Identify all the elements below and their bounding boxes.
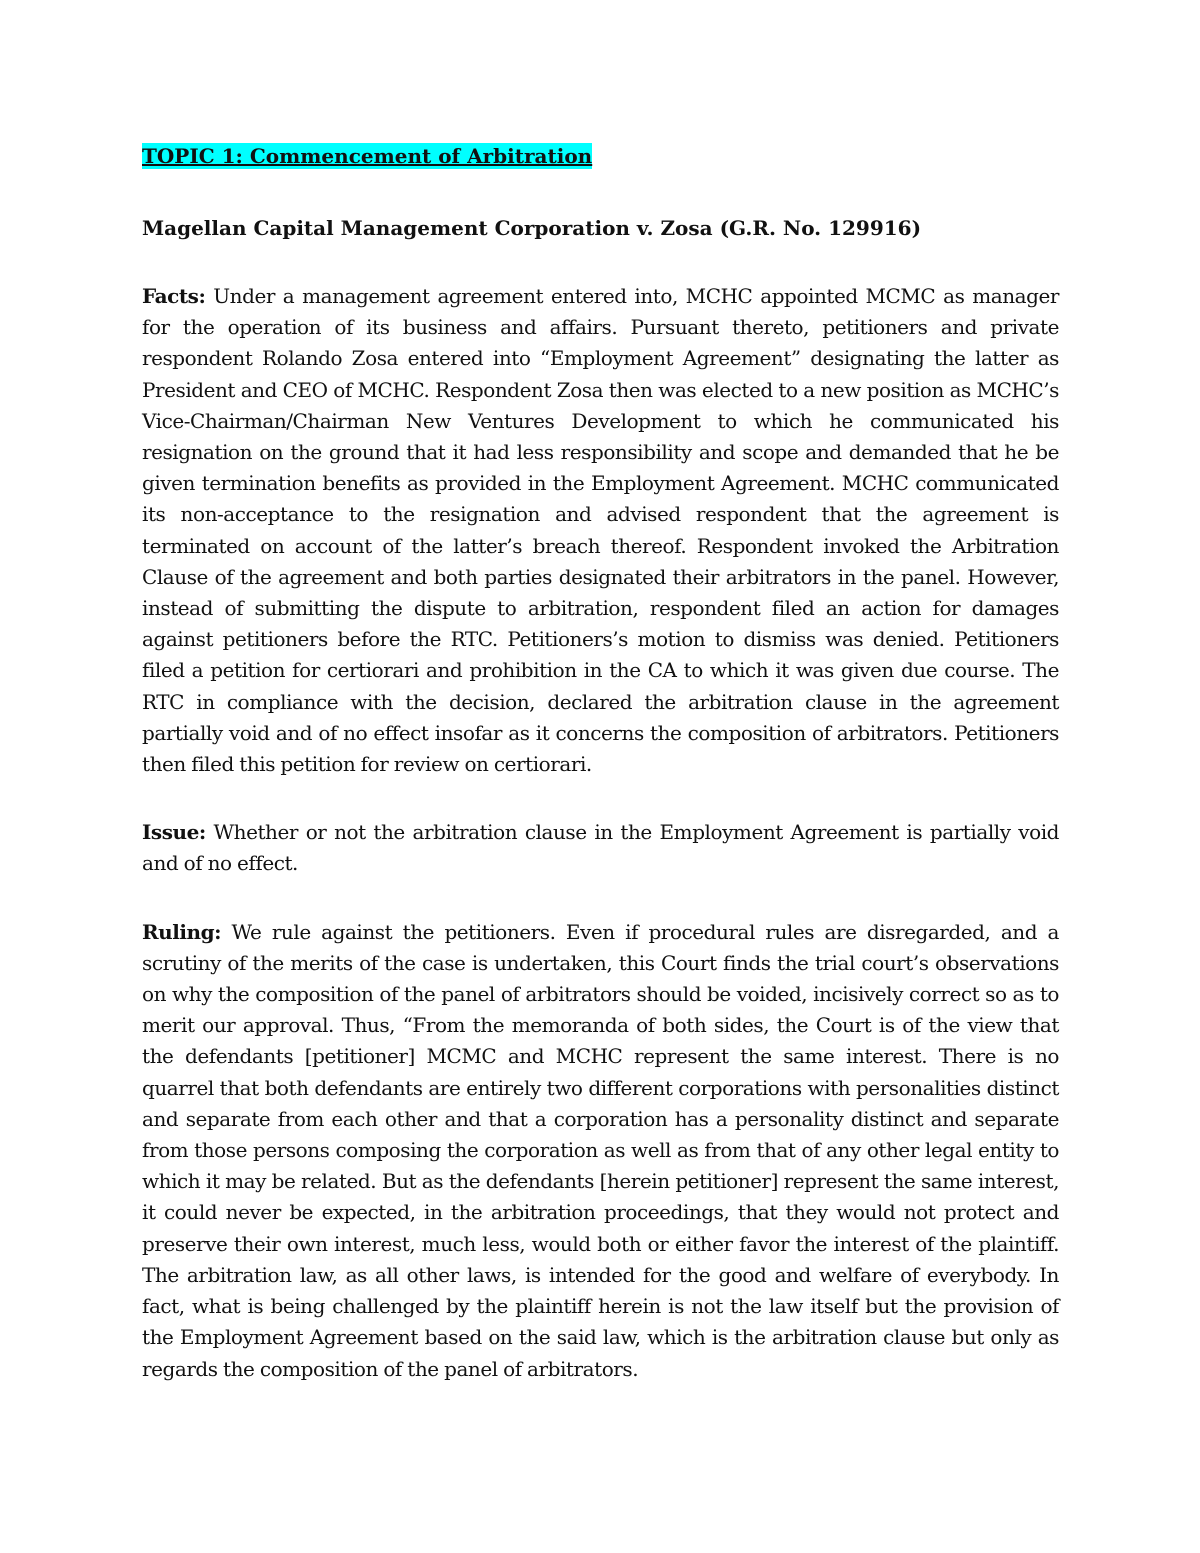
topic-heading-text: TOPIC 1: Commencement of Arbitration xyxy=(142,144,593,168)
ruling-paragraph xyxy=(142,917,1059,1385)
facts-text: Under a management agreement entered into, MCHC appointed MCMC as manager for the operation of its business and affairs. Pursuant thereto, petitioners and private respondent Rolando Zosa entered into “Employment Agreement” designating the latter as President and CEO of MCHC. Respondent Zosa then was elected to a new position as MCHC’s Vice-Chairman/Chairman New Ventures Development to which he communicated his resignation on the ground that it had less responsibility and scope and demanded that he be given termination benefits as provided in the Employment Agreement. MCHC communicated its non-acceptance to the resignation and advised respondent that the agreement is terminated on account of the latter’s breach thereof. Respondent invoked the Arbitration Clause of the agreement and both parties designated their arbitrators in the panel. However, instead of submitting the dispute to arbitration, respondent filed an action for damages against petitioners before the RTC. Petitioners’s motion to dismiss was denied. Petitioners filed a petition for certiorari and prohibition in the CA to which it was given due course. The RTC in compliance with the decision, declared the arbitration clause in the agreement partially void and of no effect insofar as it concerns the composition of arbitrators. Petitioners then filed this petition for review on certiorari. xyxy=(142,284,1059,777)
issue-label: Issue: xyxy=(142,820,206,845)
ruling-text: We rule against the petitioners. Even if procedural rules are disregarded, and a scrutiny of the merits of the case is undertaken, this Court finds the trial court’s observations on why the composition of the panel of arbitrators should be voided, incisively correct so as to merit our approval. Thus, “From the memoranda of both sides, the Court is of the view that the defendants [petitioner] MCMC and MCHC represent the same interest. There is no quarrel that both defendants are entirely two different corporations with personalities distinct and separate from each other and that a corporation has a personality distinct and separate from those persons composing the corporation as well as from that of any other legal entity to which it may be related. But as the defendants [herein petitioner] represent the same interest, it could never be expected, in the arbitration proceedings, that they would not protect and preserve their own interest, much less, would both or either favor the interest of the plaintiff. The arbitration law, as all other laws, is intended for the good and welfare of everybody. In fact, what is being challenged by the plaintiff herein is not the law itself but the provision of the Employment Agreement based on the said law, which is the arbitration clause but only as regards the composition of the panel of arbitrators. xyxy=(142,919,1059,1381)
topic-heading xyxy=(142,140,1059,172)
ruling-label: Ruling: xyxy=(142,919,222,944)
facts-label: Facts: xyxy=(142,284,206,308)
case-title: Magellan Capital Management Corporation v. Zosa (G.R. No. 129916) xyxy=(142,216,922,240)
issue-text: Whether or not the arbitration clause in the Employment Agreement is partially void and of no effect. xyxy=(142,820,1059,876)
facts-paragraph xyxy=(142,281,1059,780)
document-page xyxy=(142,140,1059,1385)
issue-paragraph xyxy=(142,817,1059,879)
